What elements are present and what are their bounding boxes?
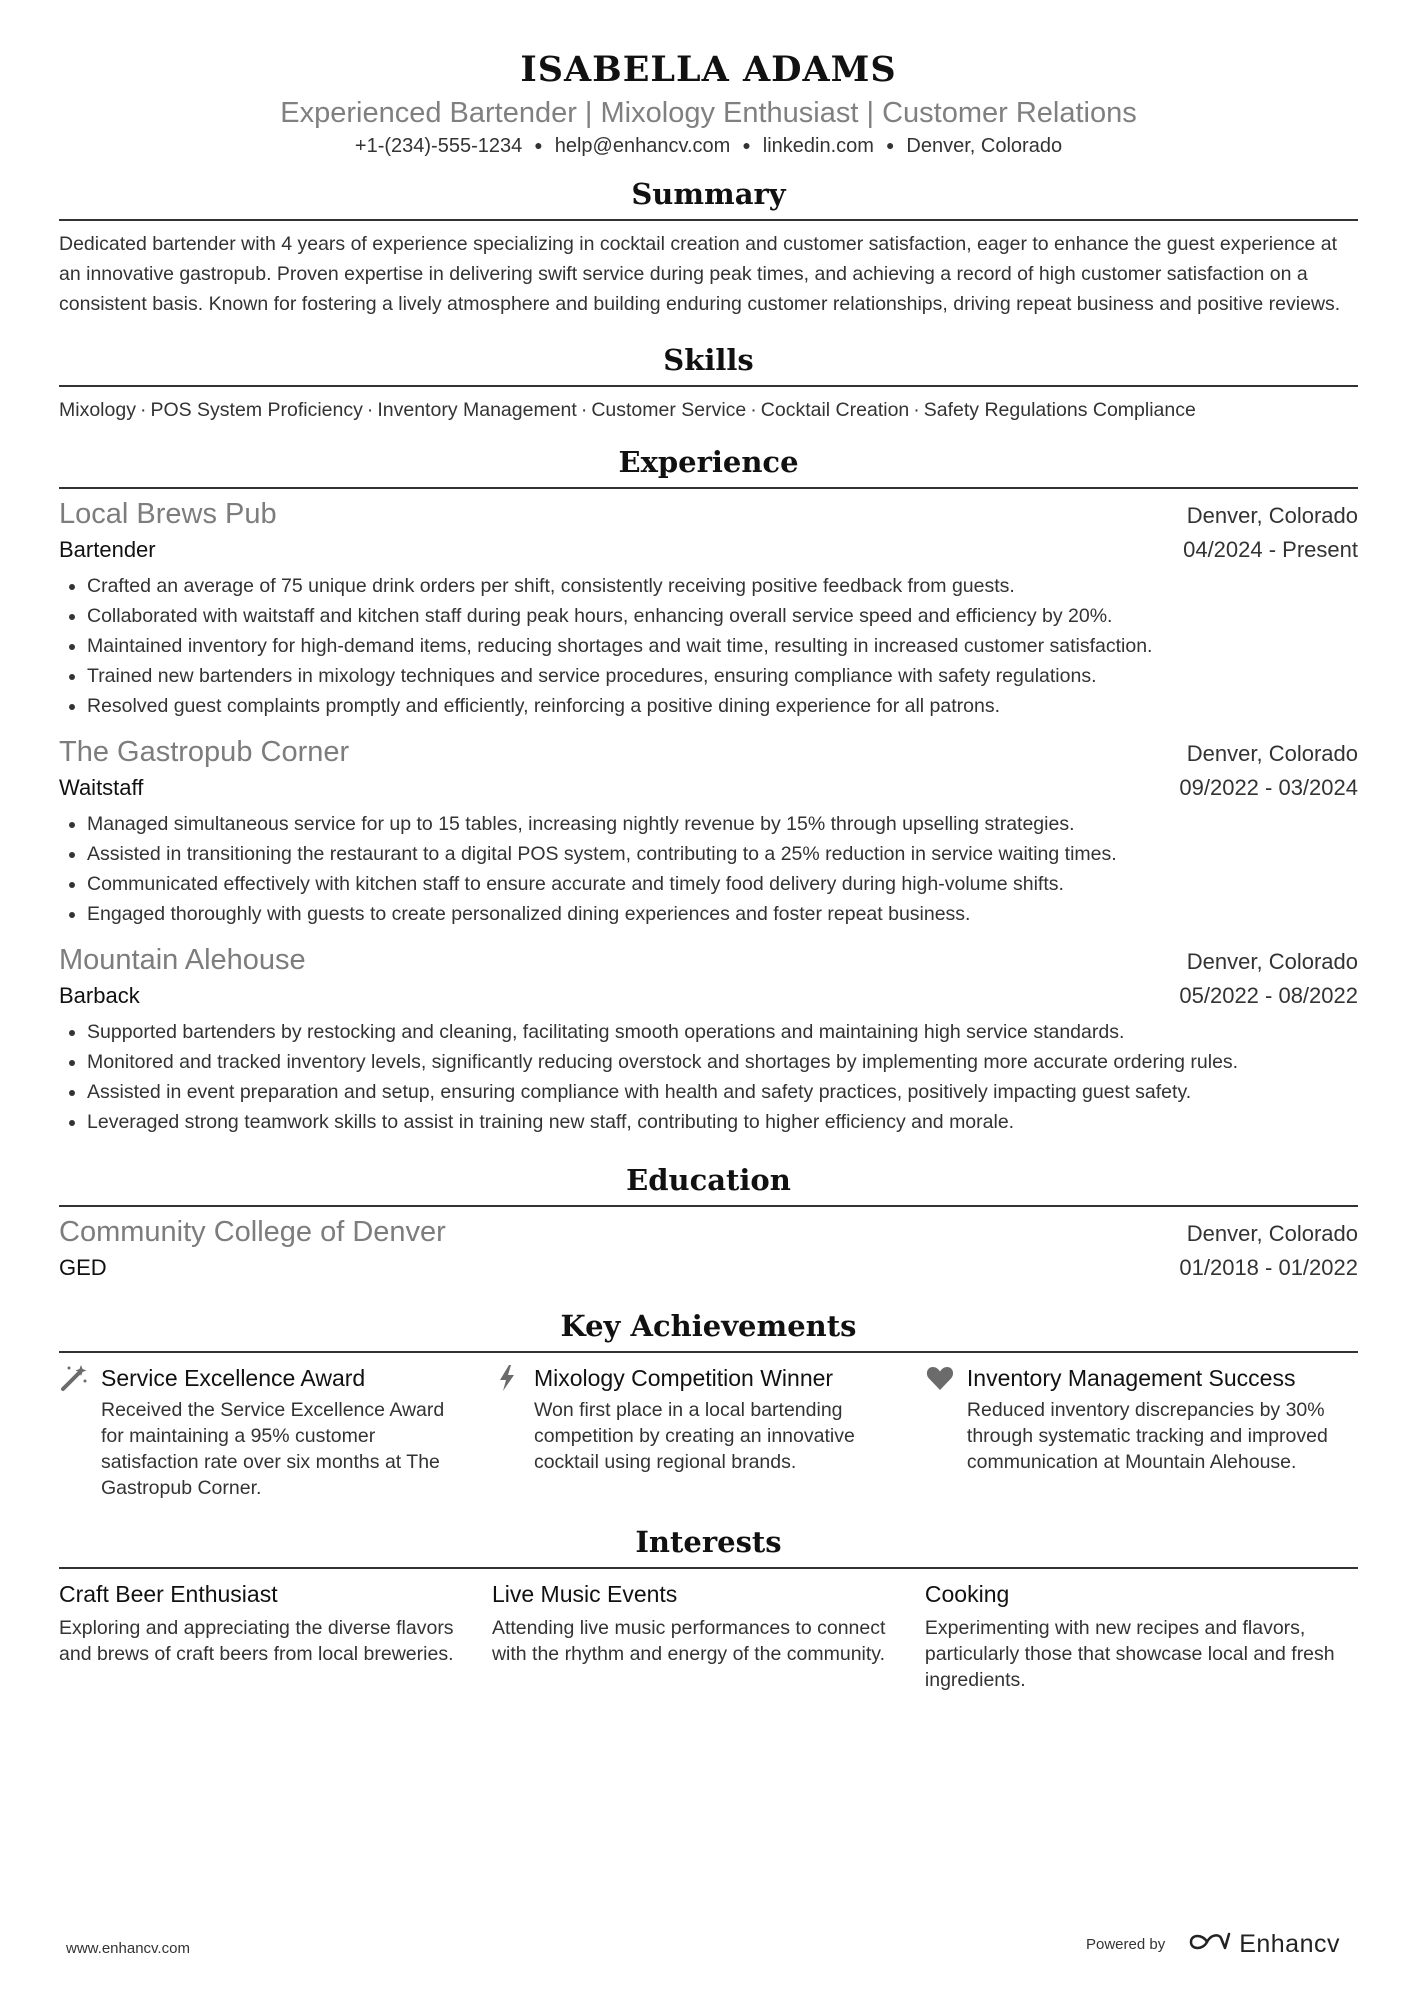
section-heading: Experience — [59, 443, 1358, 489]
section-heading: Summary — [59, 175, 1358, 221]
company-name: Local Brews Pub — [59, 498, 277, 530]
section-heading: Key Achievements — [59, 1307, 1358, 1353]
interest-item — [925, 1579, 1358, 1693]
job-role: Bartender — [59, 537, 156, 562]
interests-section — [59, 1523, 1358, 1693]
bullet-item: • Monitored and tracked inventory levels, significantly reducing overstock and shortages by implementing more accurate ordering rules. — [87, 1047, 1358, 1077]
lightning-bolt-icon — [492, 1363, 522, 1393]
achievements-grid — [59, 1363, 1358, 1501]
company-name: Mountain Alehouse — [59, 944, 306, 976]
heart-icon — [925, 1363, 955, 1393]
candidate-title: Experienced Bartender | Mixology Enthusiast | Customer Relations — [280, 97, 1137, 129]
phone[interactable]: +1-(234)-555-1234 — [354, 135, 523, 157]
resume-page — [59, 46, 1358, 1693]
achievement-description: Received the Service Excellence Award for maintaining a 95% customer satisfaction rate over six months at The Gastropub Corner. — [101, 1399, 445, 1499]
section-heading: Skills — [59, 341, 1358, 387]
job-entry — [59, 733, 1358, 929]
bullet-item: • Trained new bartenders in mixology techniques and service procedures, ensuring compliance with safety regulations. — [87, 661, 1358, 691]
school-location: Denver, Colorado — [1186, 1221, 1358, 1246]
degree: GED — [59, 1255, 107, 1280]
footer-branding — [1086, 1930, 1340, 1959]
education-entry — [59, 1213, 1358, 1285]
enhancv-logo-icon — [1187, 1930, 1231, 1959]
skill-item: Cocktail Creation — [760, 399, 910, 421]
interest-description: Exploring and appreciating the diverse flavors and brews of craft beers from local breweries. — [59, 1617, 454, 1665]
job-role: Barback — [59, 983, 140, 1008]
job-location: Denver, Colorado — [1186, 949, 1358, 974]
school-name: Community College of Denver — [59, 1216, 446, 1248]
skill-item: Mixology — [59, 399, 136, 421]
location: Denver, Colorado — [906, 135, 1063, 157]
separator-dot: ● — [534, 137, 543, 153]
bullet-item: • Collaborated with waitstaff and kitchen staff during peak hours, enhancing overall service speed and efficiency by 20%. — [87, 601, 1358, 631]
linkedin[interactable]: linkedin.com — [762, 135, 874, 157]
skill-item: Customer Service — [591, 399, 747, 421]
bullet-item: • Communicated effectively with kitchen staff to ensure accurate and timely food delivery during high-volume shifts. — [87, 869, 1358, 899]
interest-description: Attending live music performances to connect with the rhythm and energy of the community. — [491, 1617, 886, 1665]
bullet-item: • Resolved guest complaints promptly and efficiently, reinforcing a positive dining experience for all patrons. — [87, 691, 1358, 721]
job-dates: 04/2024 - Present — [1183, 537, 1358, 562]
job-bullets — [59, 1017, 1358, 1137]
interest-item — [492, 1579, 925, 1693]
achievement-title: Mixology Competition Winner — [533, 1365, 834, 1391]
experience-section — [59, 443, 1358, 1137]
bullet-item: • Leveraged strong teamwork skills to assist in training new staff, contributing to higher efficiency and morale. — [87, 1107, 1358, 1137]
job-location: Denver, Colorado — [1186, 503, 1358, 528]
interest-title: Craft Beer Enthusiast — [59, 1581, 278, 1607]
job-bullets — [59, 809, 1358, 929]
brand-name[interactable]: Enhancv — [1239, 1930, 1340, 1958]
section-heading: Education — [59, 1161, 1358, 1207]
interests-grid — [59, 1579, 1358, 1693]
company-name: The Gastropub Corner — [59, 736, 350, 768]
email[interactable]: help@enhancv.com — [554, 135, 731, 157]
job-entry — [59, 941, 1358, 1137]
contact-line — [59, 132, 1358, 161]
bullet-item: • Assisted in transitioning the restaurant to a digital POS system, contributing to a 25% reduction in service waiting times. — [87, 839, 1358, 869]
bullet-item: • Assisted in event preparation and setup, ensuring compliance with health and safety practices, positively impacting guest safety. — [87, 1077, 1358, 1107]
interest-item — [59, 1579, 492, 1693]
achievements-section — [59, 1307, 1358, 1501]
interest-description: Experimenting with new recipes and flavors, particularly those that showcase local and fresh ingredients. — [924, 1617, 1335, 1691]
magic-wand-icon — [59, 1363, 89, 1393]
footer-website[interactable]: www.enhancv.com — [66, 1940, 190, 1957]
summary-text: Dedicated bartender with 4 years of experience specializing in cocktail creation and customer satisfaction, eager to enhance the guest experience at an innovative gastropub. Proven expertise in delivering swift service during peak times, and achieving a record of high customer satisfaction on a consistent basis. Known for fostering a lively atmosphere and building enduring customer relationships, driving repeat business and positive reviews. — [59, 233, 1341, 315]
bullet-item: • Managed simultaneous service for up to 15 tables, increasing nightly revenue by 15% through upselling strategies. — [87, 809, 1358, 839]
achievement-title: Service Excellence Award — [101, 1365, 366, 1391]
job-dates: 09/2022 - 03/2024 — [1179, 775, 1358, 800]
bullet-item: • Supported bartenders by restocking and cleaning, facilitating smooth operations and maintaining high service standards. — [87, 1017, 1358, 1047]
section-heading: Interests — [59, 1523, 1358, 1569]
interest-title: Cooking — [924, 1581, 1010, 1607]
separator-dot: ● — [885, 137, 895, 153]
job-dates: 05/2022 - 08/2022 — [1179, 983, 1358, 1008]
job-entry — [59, 495, 1358, 721]
candidate-name: ISABELLA ADAMS — [520, 49, 897, 90]
education-dates: 01/2018 - 01/2022 — [1179, 1255, 1358, 1280]
achievement-title: Inventory Management Success — [966, 1365, 1296, 1391]
achievement-item — [492, 1363, 925, 1501]
skill-item: Safety Regulations Compliance — [923, 399, 1196, 421]
skills-list: Mixology · POS System Proficiency · Inventory Management · Customer Service · Cocktail Creation · Safety Regulations Compliance — [59, 399, 1196, 421]
achievement-description: Reduced inventory discrepancies by 30% through systematic tracking and improved communication at Mountain Alehouse. — [966, 1399, 1328, 1473]
interest-title: Live Music Events — [491, 1581, 678, 1607]
achievement-description: Won first place in a local bartending competition by creating an innovative cocktail using regional brands. — [533, 1399, 855, 1473]
resume-header — [59, 46, 1358, 161]
separator-dot: ● — [742, 137, 751, 153]
skill-item: POS System Proficiency — [150, 399, 363, 421]
bullet-item: • Engaged thoroughly with guests to create personalized dining experiences and foster repeat business. — [87, 899, 1358, 929]
bullet-item: • Maintained inventory for high-demand items, reducing shortages and wait time, resulting in increased customer satisfaction. — [87, 631, 1358, 661]
summary-section — [59, 175, 1358, 319]
education-section — [59, 1161, 1358, 1285]
job-bullets — [59, 571, 1358, 721]
achievement-item — [59, 1363, 492, 1501]
powered-by-label: Powered by — [1085, 1936, 1166, 1953]
job-location: Denver, Colorado — [1186, 741, 1358, 766]
skills-section — [59, 341, 1358, 425]
achievement-item — [925, 1363, 1358, 1501]
skill-item: Inventory Management — [377, 399, 577, 421]
job-role: Waitstaff — [59, 775, 144, 800]
bullet-item: • Crafted an average of 75 unique drink orders per shift, consistently receiving positive feedback from guests. — [87, 571, 1358, 601]
